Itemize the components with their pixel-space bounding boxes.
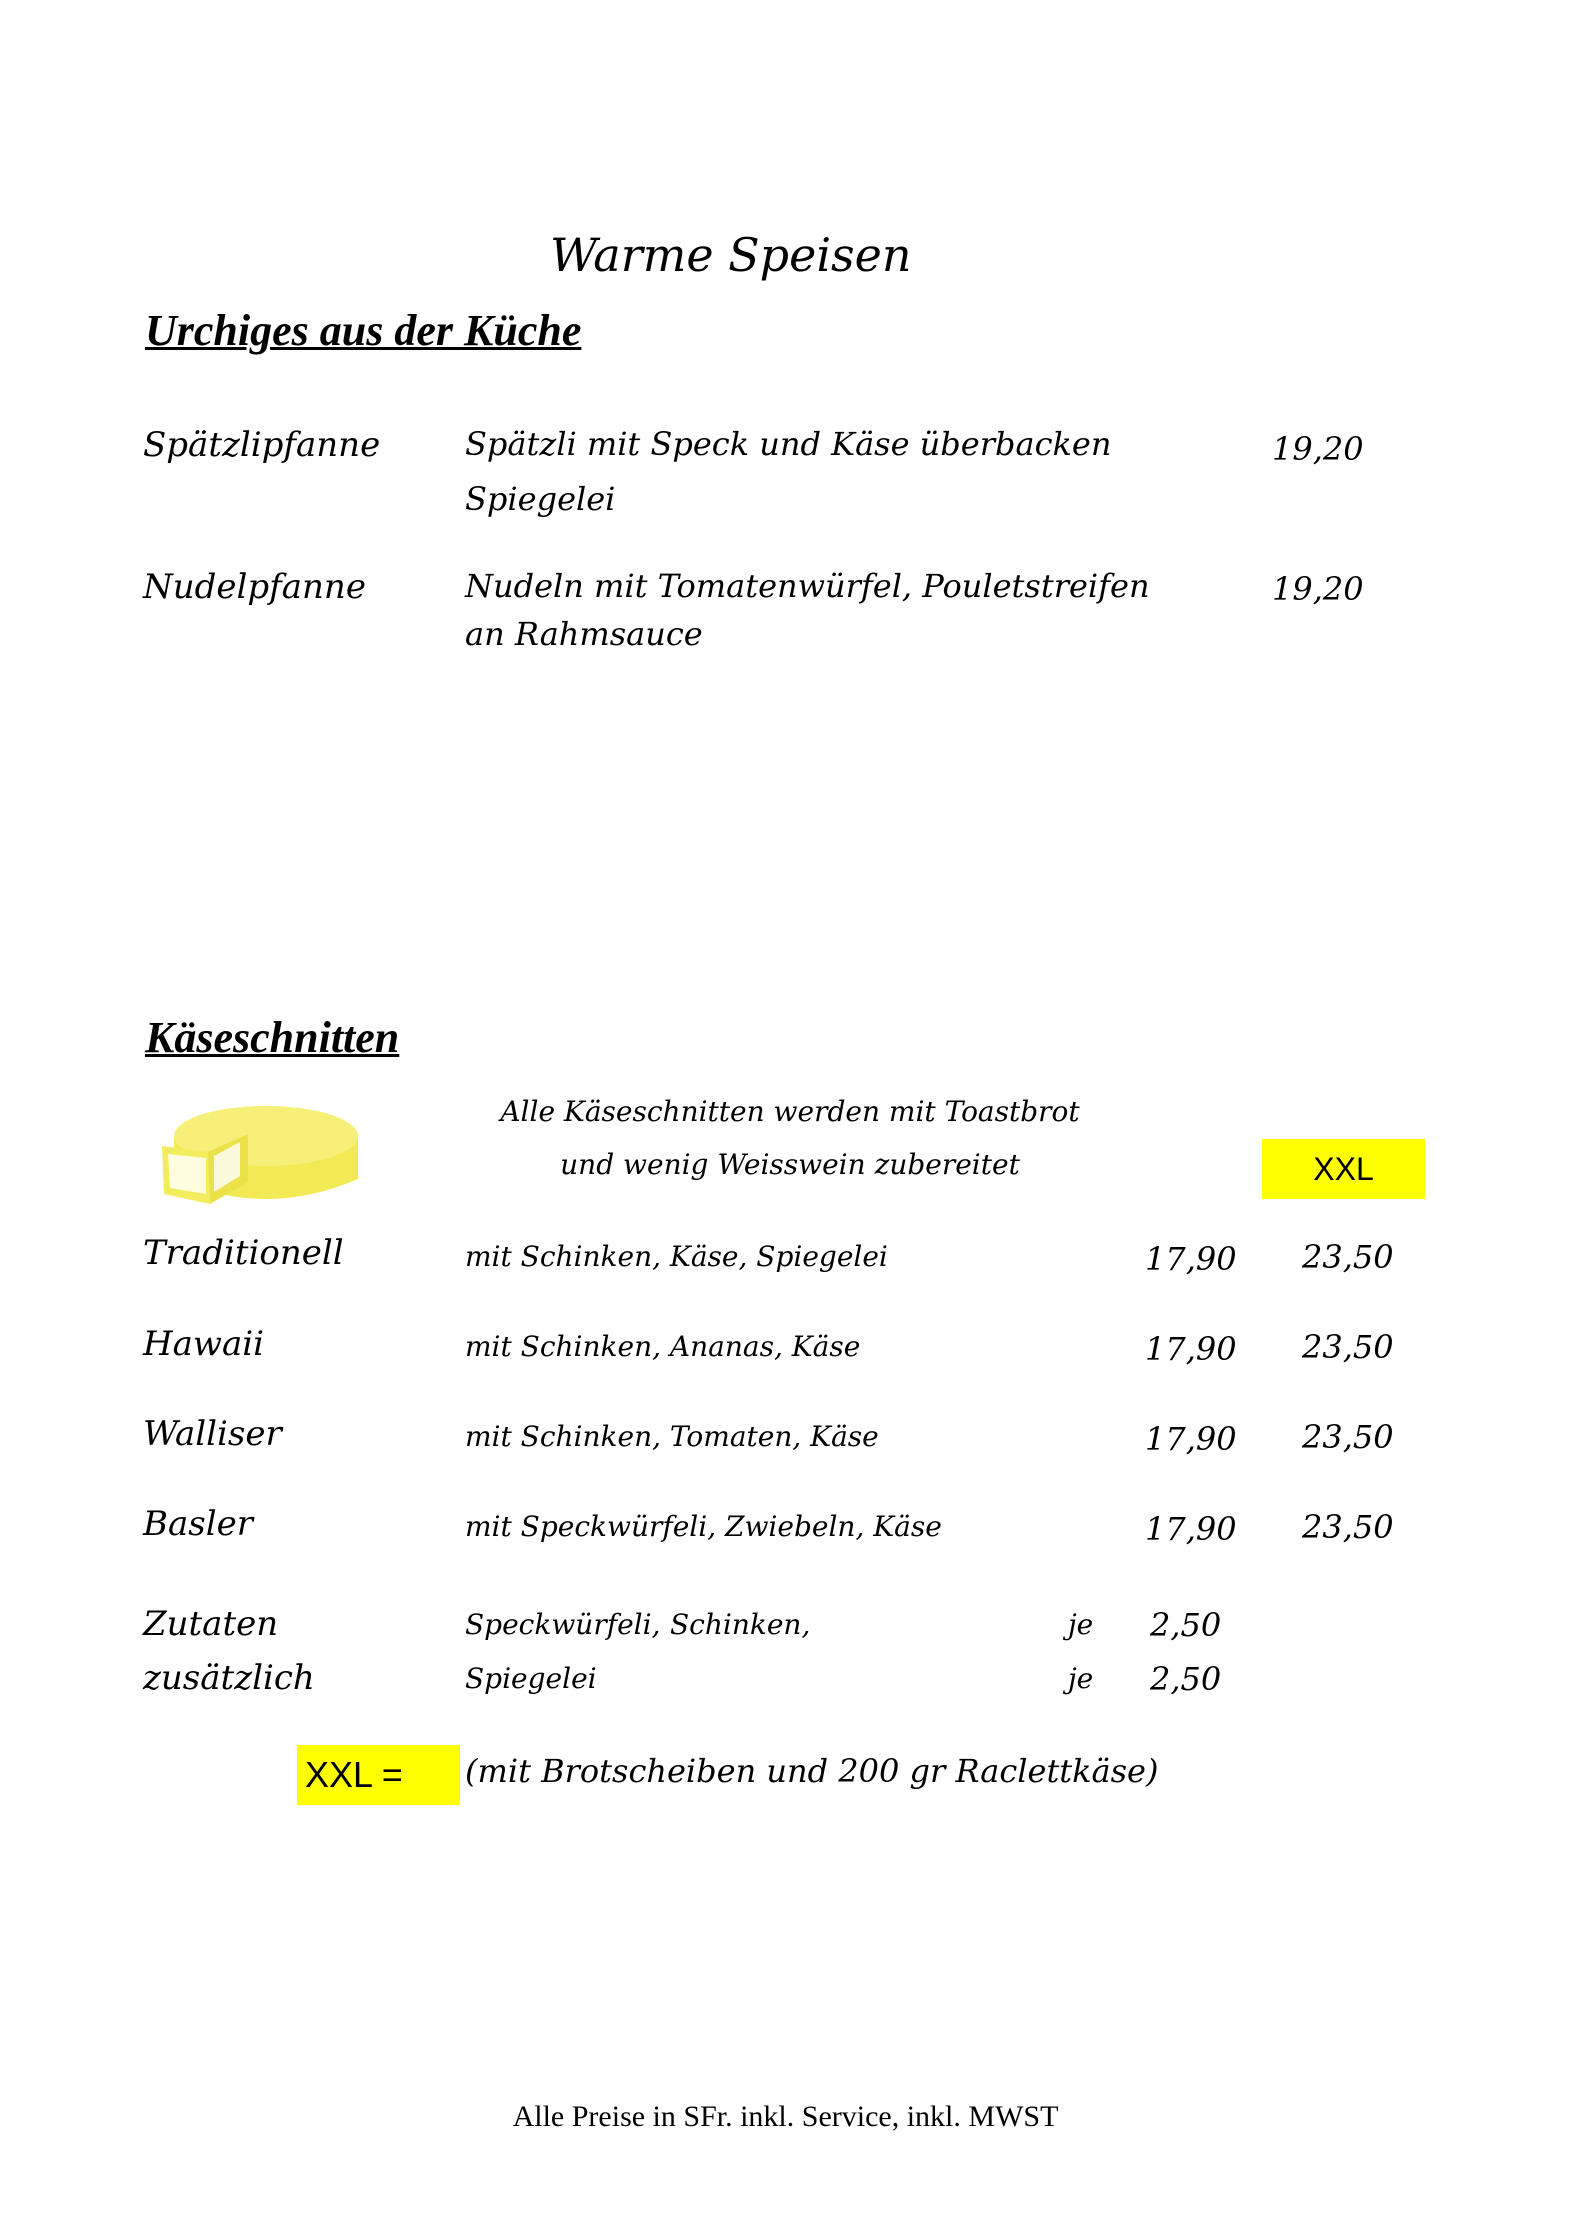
cheese-dish-price: 17,90 bbox=[1145, 1420, 1237, 1458]
extras-item: Speckwürfeli, bbox=[465, 1608, 661, 1641]
cheese-dish-name: Traditionell bbox=[143, 1233, 344, 1273]
cheese-dish-name: Basler bbox=[143, 1504, 253, 1544]
cheese-dish-name: Walliser bbox=[143, 1414, 282, 1454]
cheese-dish-description: mit Schinken, Tomaten, Käse bbox=[465, 1420, 879, 1453]
cheese-dish-price: 17,90 bbox=[1145, 1330, 1237, 1368]
xxl-note-text: (mit Brotscheiben und 200 gr Raclettkäse) bbox=[465, 1752, 1159, 1790]
intro-text: und wenig Weisswein zubereitet bbox=[560, 1148, 1020, 1181]
cheese-dish-price: 17,90 bbox=[1145, 1240, 1237, 1278]
cheese-dish-price: 17,90 bbox=[1145, 1510, 1237, 1548]
dish-name: Spätzlipfanne bbox=[143, 425, 381, 465]
xxl-column-header: XXL bbox=[1262, 1139, 1425, 1199]
dish-description: Spätzli mit Speck und Käse überbacken bbox=[465, 425, 1112, 463]
cheese-dish-description: mit Schinken, Käse, Spiegelei bbox=[465, 1240, 888, 1273]
extras-je: je bbox=[1068, 1662, 1094, 1695]
dish-name: Nudelpfanne bbox=[143, 567, 366, 607]
footer-note: Alle Preise in SFr. inkl. Service, inkl. MWST bbox=[512, 2100, 1059, 2133]
intro-text: Alle Käseschnitten werden mit Toastbrot bbox=[500, 1095, 1080, 1128]
dish-price: 19,20 bbox=[1272, 570, 1364, 608]
extras-je: je bbox=[1068, 1608, 1094, 1641]
extras-item: Schinken, bbox=[670, 1608, 811, 1641]
extras-price: 2,50 bbox=[1150, 1606, 1222, 1644]
cheese-dish-price-xxl: 23,50 bbox=[1302, 1418, 1394, 1456]
dish-description: an Rahmsauce bbox=[465, 615, 703, 653]
dish-description: Spiegelei bbox=[465, 480, 616, 518]
cheese-dish-price-xxl: 23,50 bbox=[1302, 1238, 1394, 1276]
extras-price: 2,50 bbox=[1150, 1660, 1222, 1698]
section-heading-kaeseschnitten: Käseschnitten bbox=[145, 1013, 400, 1062]
extras-item: Spiegelei bbox=[465, 1662, 597, 1695]
section-heading-urchiges: Urchiges aus der Küche bbox=[145, 306, 582, 355]
cheese-dish-price-xxl: 23,50 bbox=[1302, 1508, 1394, 1546]
cheese-wheel-icon bbox=[148, 1094, 368, 1214]
extras-label: zusätzlich bbox=[143, 1658, 315, 1698]
cheese-dish-description: mit Schinken, Ananas, Käse bbox=[465, 1330, 861, 1363]
cheese-dish-description: mit Speckwürfeli, Zwiebeln, Käse bbox=[465, 1510, 942, 1543]
cheese-dish-price-xxl: 23,50 bbox=[1302, 1328, 1394, 1366]
xxl-note-label: XXL = bbox=[297, 1745, 460, 1805]
cheese-dish-name: Hawaii bbox=[143, 1324, 265, 1364]
dish-price: 19,20 bbox=[1272, 430, 1364, 468]
dish-description: Nudeln mit Tomatenwürfel, Pouletstreifen bbox=[465, 567, 1150, 605]
page-title: Warme Speisen bbox=[550, 228, 912, 282]
extras-label: Zutaten bbox=[143, 1604, 279, 1644]
